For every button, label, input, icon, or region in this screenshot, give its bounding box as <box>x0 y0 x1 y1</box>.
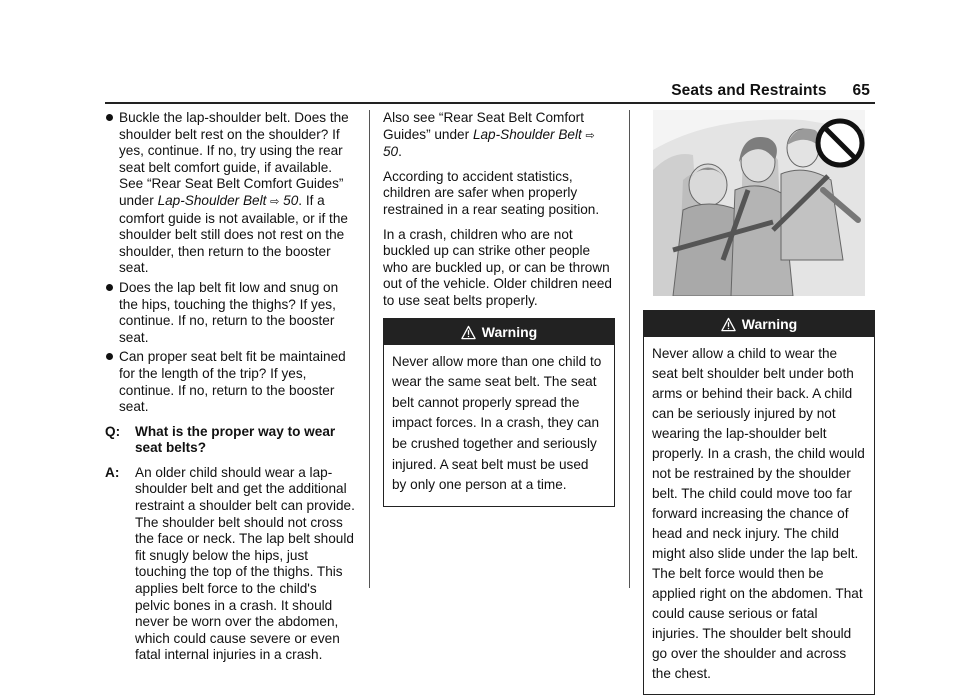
header-rule <box>105 102 875 104</box>
page-ref-arrow-icon: ⇨ <box>585 129 595 142</box>
bullet-icon <box>106 114 113 121</box>
bullet-icon <box>106 284 113 291</box>
page-number: 65 <box>852 82 870 99</box>
page-ref[interactable]: 50 <box>283 192 299 208</box>
section-title: Seats and Restraints <box>671 82 827 99</box>
warning-header: Warning <box>644 311 874 337</box>
page-ref[interactable]: 50 <box>383 144 399 160</box>
cross-reference-link[interactable]: Lap-Shoulder Belt <box>472 126 582 142</box>
warning-text: Never allow more than one child to wear the same seat belt. The seat belt cannot properly spread the impact forces. In a crash, they can be crushed together and seriously injured. A seat belt must be used by only one person at a time. <box>392 353 602 493</box>
illustration-drawing <box>653 110 865 296</box>
bullet-icon <box>106 353 113 360</box>
list-item: Can proper seat belt fit be maintained for the length of the trip? If yes, continue. If no, return to the booster seat. <box>105 349 355 415</box>
question: Q: What is the proper way to wear seat belts? <box>105 423 336 456</box>
warning-text: Never allow a child to wear the seat belt shoulder belt under both arms or behind their back. A child can be seriously injured by not wearing the lap-shoulder belt properly. In a crash, the child would not be restrained by the shoulder belt. The child could move too far forward increasing the chance of head and neck injury. The child might also slide under the lap belt. The belt force would then be applied right on the abdomen. That could cause serious or fatal injuries. The shoulder belt should go over the shoulder and across the chest. <box>652 346 865 681</box>
list-item: Buckle the lap-shoulder belt. Does the shoulder belt rest on the shoulder? If yes, continue. If no, try using the rear seat belt comfort guide, if available. See “Rear Seat Belt Comfort Guides” under Lap-Shoulder Belt ⇨ 50. If a comfort guide is not available, or if the shoulder belt still does not rest on the shoulder, then return to the booster seat. <box>105 110 355 277</box>
warning-box <box>643 310 875 695</box>
prohibited-icon <box>818 121 862 165</box>
answer: A: An older child should wear a lap-shoulder belt and get the additional restraint a shoulder belt can provide. The shoulder belt should not cross the face or neck. The lap belt should fit snugly below the hips, just touching the top of the thighs. This applies belt force to the child's pelvic bones in a crash. It should never be worn over the abdomen, which could cause severe or even fatal internal injuries in a crash. <box>105 464 355 663</box>
column-3 <box>643 110 875 695</box>
warning-icon <box>721 317 736 332</box>
column-divider <box>369 110 370 588</box>
column-divider <box>629 110 630 588</box>
warning-box <box>383 318 615 507</box>
page-ref-arrow-icon: ⇨ <box>270 195 280 208</box>
column-2 <box>383 110 615 507</box>
seat-belt-illustration <box>653 110 865 296</box>
paragraph: In a crash, children who are not buckled up can strike other people who are buckled up, or can be thrown out of the vehicle. Older children need to use seat belts properly. <box>383 226 612 308</box>
page-header <box>671 82 870 100</box>
paragraph: According to accident statistics, children are safer when properly restrained in a rear seating position. <box>383 168 600 217</box>
warning-icon <box>461 325 476 340</box>
cross-reference-link[interactable]: Lap-Shoulder Belt <box>157 192 267 208</box>
list-item: Does the lap belt fit low and snug on the hips, touching the thighs? If yes, continue. If no, return to the booster seat. <box>105 280 355 346</box>
column-1 <box>105 110 355 664</box>
warning-header: Warning <box>384 319 614 345</box>
paragraph: Also see “Rear Seat Belt Comfort Guides” under Lap-Shoulder Belt ⇨ 50. <box>383 110 595 160</box>
